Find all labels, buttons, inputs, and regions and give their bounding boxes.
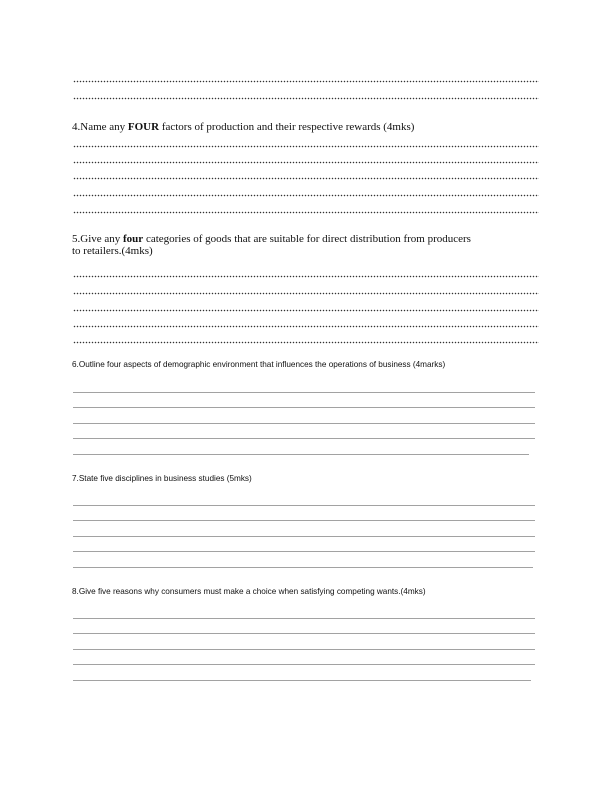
answer-line <box>73 194 539 197</box>
answer-line <box>73 617 535 620</box>
answer-line <box>73 275 539 278</box>
question-7: 7.State five disciplines in business studies (5mks) <box>72 474 252 483</box>
answer-line <box>73 437 535 440</box>
answer-line <box>73 566 533 569</box>
answer-line <box>73 550 535 553</box>
answer-line <box>73 161 539 164</box>
answer-line <box>73 648 535 651</box>
emphasis-text: FOUR <box>127 121 160 133</box>
question-8: 8.Give five reasons why consumers must make a choice when satisfying competing wants.(4mks) <box>72 587 426 596</box>
answer-line <box>73 211 539 214</box>
emphasis-text: four <box>123 233 144 245</box>
answer-line <box>73 341 539 344</box>
answer-line <box>73 632 535 635</box>
answer-line <box>73 535 535 538</box>
answer-line <box>73 663 535 666</box>
answer-line <box>73 309 539 312</box>
answer-line <box>73 679 531 682</box>
answer-line <box>73 292 539 295</box>
answer-line <box>73 97 539 100</box>
answer-line <box>73 325 539 328</box>
answer-line <box>73 391 535 394</box>
answer-line <box>73 145 539 148</box>
answer-line <box>73 422 535 425</box>
answer-line <box>73 453 529 456</box>
answer-line <box>73 406 535 409</box>
answer-line <box>73 80 539 83</box>
question-5: 5.Give any four categories of goods that are suitable for direct distribution from producers to retailers.(4mks) <box>72 233 471 257</box>
question-4: 4.Name any FOUR factors of production and their respective rewards (4mks) <box>72 121 415 133</box>
question-6: 6.Outline four aspects of demographic environment that influences the operations of business (4marks) <box>72 360 446 369</box>
answer-line <box>73 504 535 507</box>
answer-line <box>73 177 539 180</box>
answer-line <box>73 519 535 522</box>
